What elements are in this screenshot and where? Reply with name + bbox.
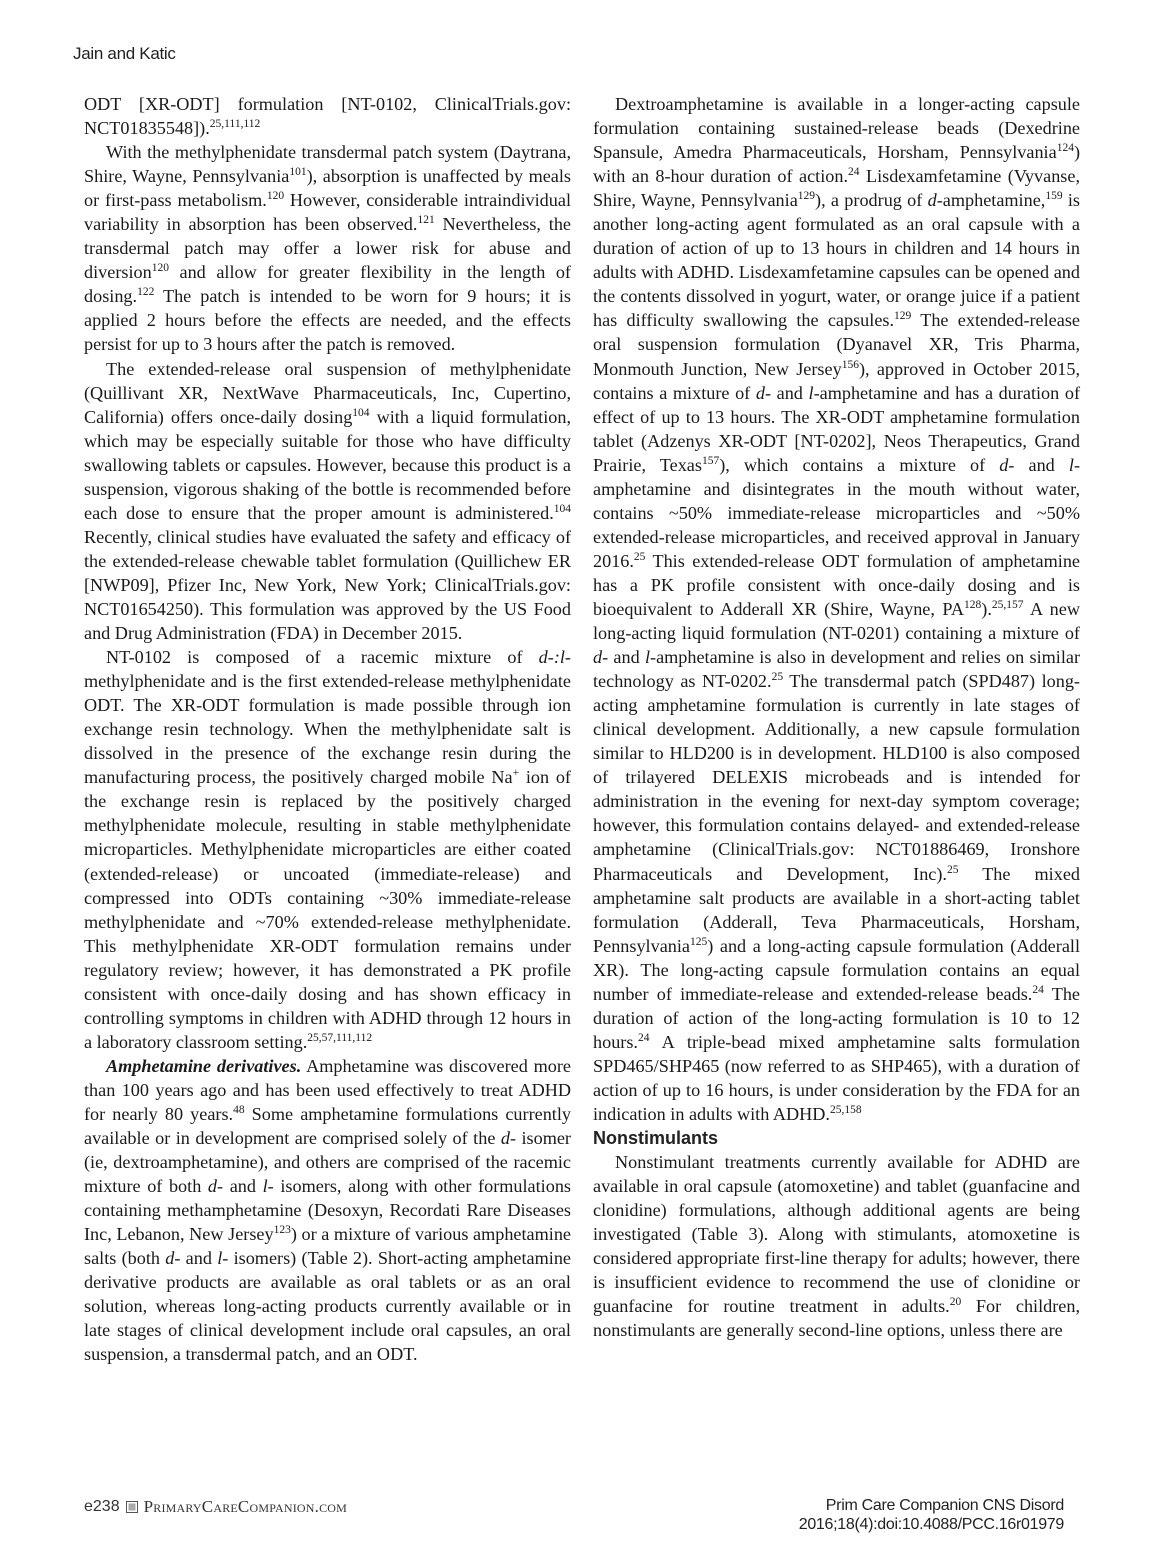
citation: 24 [1032, 983, 1044, 996]
citation: 104 [352, 406, 370, 419]
superscript: + [512, 767, 520, 780]
citation: 25 [771, 671, 784, 684]
citation: 25 [946, 863, 959, 876]
citation: 122 [137, 286, 155, 299]
citation: 128 [964, 598, 982, 611]
paragraph-transdermal-patch: With the methylphenidate transdermal patch system (Daytrana, Shire, Wayne, Pennsylvania$^{101}$), absorption is unaffected by meals or first-pass metabolism.$^{120}$ However, considerable intraindividual variability in absorption has been observed.$^{121}$ Nevertheless, the transdermal patch may offer a lower risk for abuse and diversion$^{120}$ and allow for greater flexibility in the length of dosing.$^{122}$ The patch is intended to be worn for 9 hours; it is applied 2 hours before the effects are needed, and the effects persist for up to 3 hours after the patch is removed. [84, 142, 571, 355]
citation: 25 [633, 550, 646, 563]
citation: 124 [1056, 142, 1074, 155]
citation: 125 [690, 935, 708, 948]
section-heading-nonstimulants: Nonstimulants [593, 1128, 719, 1149]
right-column [593, 92, 1080, 1342]
paragraph-dextroamphetamine: Dextroamphetamine is available in a longer-acting capsule formulation containing sustained-release beads (Dexedrine Spansule, Amedra Pharmaceuticals, Horsham, Pennsylvania$^{124}$) with an 8-hour duration of action.$^{24}$ Lisdexamfetamine (Vyvanse, Shire, Wayne, Pennsylvania$^{129}$), a prodrug of d-amphetamine,$^{159}$ is another long-acting agent formulated as an oral capsule with a duration of action of up to 13 hours in children and 14 hours in adults with ADHD. Lisdexamfetamine capsules can be opened and the contents dissolved in yogurt, water, or orange juice if a patient has difficulty swallowing the capsules.$^{129}$ The extended-release oral suspension formulation (Dyanavel XR, Tris Pharma, Monmouth Junction, New Jersey$^{156}$), approved in October 2015, contains a mixture of d- and l-amphetamine and has a duration of effect of up to 13 hours. The XR-ODT amphetamine formulation tablet (Adzenys XR-ODT [NT-0202], Neos Therapeutics, Grand Prairie, Texas$^{157}$), which contains a mixture of d- and l-amphetamine and disintegrates in the mouth without water, contains ~50% immediate-release microparticles and ~50% extended-release microparticles, and received approval in January 2016.25 This extended-release ODT formulation of amphetamine has a PK profile consistent with once-daily dosing and is bioequivalent to Adderall XR (Shire, Wayne, PA$^{128}$).$^{25,157}$ A new long-acting liquid formulation (NT-0201) containing a mixture of d- and l-amphetamine is also in development and relies on similar technology as NT-0202.25 The transdermal patch (SPD487) long-acting amphetamine formulation is currently in late stages of clinical development. Additionally, a new capsule formulation similar to HLD200 is in development. HLD100 is also composed of trilayered DELEXIS microbeads and is intended for administration in the evening for next-day symptom coverage; however, this formulation contains delayed- and extended-release amphetamine (ClinicalTrials.gov: NCT01886469, Ironshore Pharmaceuticals and Development, Inc).$^{25}$ The mixed amphetamine salt products are available in a short-acting tablet formulation (Adderall, Teva Pharmaceuticals, Horsham, Pennsylvania$^{125}$) and a long-acting capsule formulation (Adderall XR). The long-acting capsule formulation contains an equal number of immediate-release and extended-release beads.$^{24}$ The duration of action of the long-acting formulation is 10 to 12 hours.$^{24}$ A triple-bead mixed amphetamine salts formulation SPD465/SHP465 (now referred to as SHP465), with a duration of action of up to 16 hours, is under consideration by the FDA for an indication in adults with ADHD.$^{25,158}$ [593, 94, 1081, 1124]
citation: 48 [233, 1103, 245, 1116]
citation: 157 [701, 454, 720, 467]
citation: 101 [289, 166, 307, 179]
citation: 156 [841, 358, 859, 371]
citation: 129 [797, 190, 816, 203]
citation: 25,158 [829, 1103, 862, 1116]
left-column [84, 92, 571, 1366]
square-bullet-icon [126, 1501, 138, 1513]
citation: 104 [553, 502, 571, 515]
citation: 123 [273, 1224, 291, 1237]
journal-name: Prim Care Companion CNS Disord [825, 1497, 1064, 1514]
doi-citation: 2016;18(4):doi:10.4088/PCC.16r01979 [798, 1516, 1064, 1533]
paragraph-oral-suspension: The extended-release oral suspension of methylphenidate (Quillivant XR, NextWave Pharmaceuticals, Inc, Cupertino, California) offers once-daily dosing$^{104}$ with a liquid formulation, which may be especially suitable for those who have difficulty swallowing tablets or capsules. However, because this product is a suspension, vigorous shaking of the bottle is recommended before each dose to ensure that the proper amount is administered.$^{104}$ Recently, clinical studies have evaluated the safety and efficacy of the extended-release chewable tablet formulation (Quillichew ER [NWP09], Pfizer Inc, New York, New York; ClinicalTrials.gov: NCT01654250). This formulation was approved by the US Food and Drug Administration (FDA) in December 2015. [84, 358, 572, 644]
paragraph-nonstimulants: Nonstimulant treatments currently available for ADHD are available in oral capsule (atomoxetine) and tablet (guanfacine and clonidine) formulations, although additional agents are being investigated (Table 3). Along with stimulants, atomoxetine is considered appropriate first-line therapy for adults; however, there is insufficient evidence to recommend the use of clonidine or guanfacine for routine treatment in adults.$^{20}$ For children, nonstimulants are generally second-line options, unless there are [593, 1152, 1081, 1341]
footer-right [799, 1496, 1064, 1534]
running-head-authors: Jain and Katic [73, 44, 176, 63]
page-number: e238 [84, 1498, 120, 1515]
citation: 159 [1045, 190, 1063, 203]
citation: 129 [894, 310, 912, 323]
paragraph-nt-0102: NT-0102 is composed of a racemic mixture of d-:l- methylphenidate and is the first extended-release methylphenidate ODT. The XR-ODT formulation is made possible through ion exchange resin technology. When the methylphenidate salt is dissolved in the presence of the exchange resin during the manufacturing process, the positively charged mobile Na+ ion of the exchange resin is replaced by the positively charged methylphenidate molecule, resulting in stable methylphenidate microparticles. Methylphenidate microparticles are either coated (extended-release) or uncoated (immediate-release) and compressed into ODTs containing ~30% immediate-release methylphenidate and ~70% extended-release methylphenidate. This methylphenidate XR-ODT formulation remains under regulatory review; however, it has demonstrated a PK profile consistent with once-daily dosing and has shown efficacy in controlling symptoms in children with ADHD through 12 hours in a laboratory classroom setting.$^{25,57,111,112}$ [84, 647, 571, 1052]
citation: 121 [417, 214, 435, 227]
citation: 25,57,111,112 [307, 1031, 373, 1044]
citation: 25,157 [991, 598, 1024, 611]
footer-left [84, 1497, 347, 1517]
citation: 120 [266, 190, 285, 203]
run-in-heading: Amphetamine derivatives. [106, 1055, 302, 1076]
citation: 120 [151, 262, 169, 275]
paragraph-continuation: ODT [XR-ODT] formulation [NT-0102, ClinicalTrials.gov: NCT01835548]).$^{25,111,112}$ [84, 94, 571, 139]
citation: 24 [637, 1031, 650, 1044]
journal-website-link[interactable]: PrimaryCareCompanion.com [143, 1497, 348, 1516]
citation: 25,111,112 [209, 118, 261, 131]
citation: 20 [949, 1296, 962, 1309]
paragraph-amphetamine-derivatives: Amphetamine derivatives. Amphetamine was discovered more than 100 years ago and has been used effectively to treat ADHD for nearly 80 years.$^{48}$ Some amphetamine formulations currently available or in development are comprised solely of the d- isomer (ie, dextroamphetamine), and others are comprised of the racemic mixture of both d- and l- isomers, along with other formulations containing methamphetamine (Desoxyn, Recordati Rare Diseases Inc, Lebanon, New Jersey$^{123}$) or a mixture of various amphetamine salts (both d- and l- isomers) (Table 2). Short-acting amphetamine derivative products are available as oral tablets or as an oral solution, whereas long-acting products currently available or in late stages of clinical development include oral capsules, an oral suspension, a transdermal patch, and an ODT. [84, 1055, 572, 1365]
citation: 24 [848, 166, 860, 179]
